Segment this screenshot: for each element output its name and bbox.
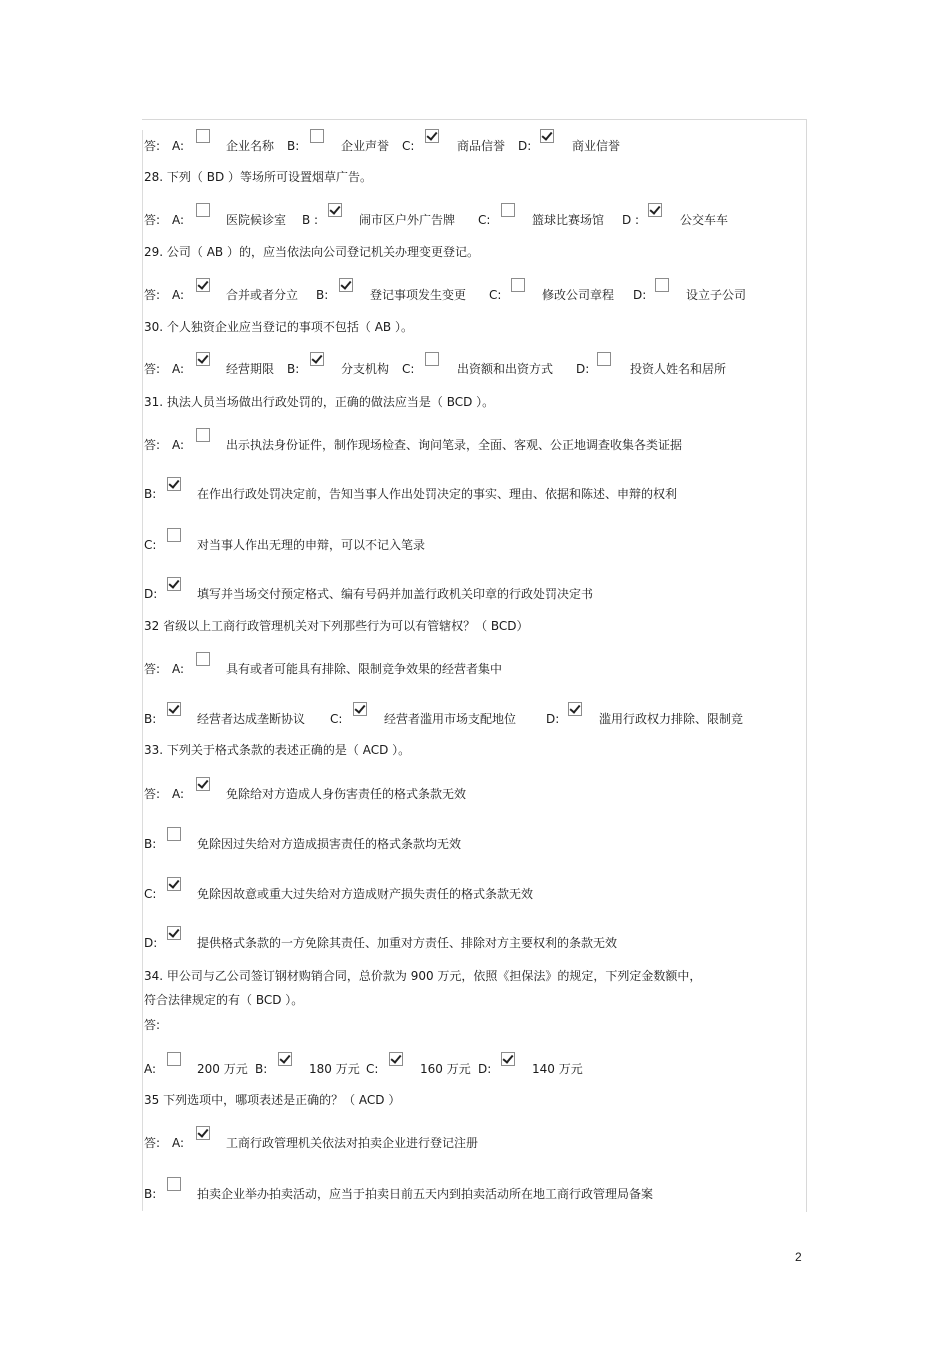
checkbox-checked[interactable] xyxy=(540,129,554,143)
line-text: 180 万元 xyxy=(309,1062,360,1076)
line-text: 填写并当场交付预定格式、编有号码并加盖行政机关印章的行政处罚决定书 xyxy=(197,587,594,601)
line-text: 经营者滥用市场支配地位 xyxy=(384,712,517,726)
line-text: B: xyxy=(316,288,329,302)
line-text: A: xyxy=(172,1136,185,1150)
line-text: A: xyxy=(144,1062,157,1076)
line-text: C: xyxy=(402,139,415,153)
line-text: 答: xyxy=(144,438,161,452)
checkbox-checked[interactable] xyxy=(353,702,367,716)
line-text: B: xyxy=(255,1062,268,1076)
line-text: 经营期限 xyxy=(226,362,275,376)
checkbox-checked[interactable] xyxy=(310,352,324,366)
line-text: A: xyxy=(172,662,185,676)
line-text: 28. 下列（ BD ）等场所可设置烟草广告。 xyxy=(144,170,373,184)
line-text: 出示执法身份证件，制作现场检查、询问笔录，全面、客观、公正地调查收集各类证据 xyxy=(226,438,683,452)
checkbox-checked[interactable] xyxy=(339,278,353,292)
line-text: 企业名称 xyxy=(226,139,275,153)
checkbox-unchecked[interactable] xyxy=(511,278,525,292)
line-text: D: xyxy=(144,587,158,601)
line-text: B : xyxy=(302,213,319,227)
line-text: 投资人姓名和居所 xyxy=(630,362,727,376)
line-text: 答: xyxy=(144,213,161,227)
checkbox-checked[interactable] xyxy=(167,702,181,716)
checkbox-unchecked[interactable] xyxy=(425,352,439,366)
line-text: 分支机构 xyxy=(341,362,390,376)
line-text: A: xyxy=(172,213,185,227)
line-text: 出资额和出资方式 xyxy=(457,362,554,376)
checkbox-checked[interactable] xyxy=(167,477,181,491)
line-text: 29. 公司（ AB ）的，应当依法向公司登记机关办理变更登记。 xyxy=(144,245,479,259)
line-text: A: xyxy=(172,139,185,153)
line-text: 登记事项发生变更 xyxy=(370,288,467,302)
line-text: 在作出行政处罚决定前，告知当事人作出处罚决定的事实、理由、依据和陈述、申辩的权利 xyxy=(197,487,678,501)
line-text: 答: xyxy=(144,1136,161,1150)
checkbox-unchecked[interactable] xyxy=(196,652,210,666)
checkbox-unchecked[interactable] xyxy=(597,352,611,366)
line-text: 32 省级以上工商行政管理机关对下列那些行为可以有管辖权？（ BCD） xyxy=(144,619,529,633)
page-number: 2 xyxy=(795,1250,802,1264)
line-text: 31. 执法人员当场做出行政处罚的，正确的做法应当是（ BCD ）。 xyxy=(144,395,495,409)
checkbox-checked[interactable] xyxy=(167,577,181,591)
checkbox-unchecked[interactable] xyxy=(196,203,210,217)
line-text: 符合法律规定的有（ BCD ）。 xyxy=(144,993,304,1007)
checkbox-unchecked[interactable] xyxy=(501,203,515,217)
line-text: 闹市区户外广告牌 xyxy=(359,213,456,227)
line-text: 34. 甲公司与乙公司签订钢材购销合同，总价款为 900 万元，依照《担保法》的规定，下列定金数额中， xyxy=(144,969,702,983)
checkbox-unchecked[interactable] xyxy=(167,1052,181,1066)
checkbox-checked[interactable] xyxy=(648,203,662,217)
line-text: A: xyxy=(172,288,185,302)
checkbox-checked[interactable] xyxy=(196,278,210,292)
checkbox-unchecked[interactable] xyxy=(655,278,669,292)
line-text: B: xyxy=(144,1187,157,1201)
line-text: 35 下列选项中，哪项表述是正确的？（ ACD ） xyxy=(144,1093,401,1107)
line-text: B: xyxy=(144,712,157,726)
line-text: C: xyxy=(144,887,157,901)
checkbox-unchecked[interactable] xyxy=(196,129,210,143)
line-text: 答: xyxy=(144,1018,161,1032)
line-text: 答: xyxy=(144,288,161,302)
line-text: C: xyxy=(402,362,415,376)
line-text: D : xyxy=(622,213,640,227)
line-text: 33. 下列关于格式条款的表述正确的是（ ACD ）。 xyxy=(144,743,411,757)
line-text: C: xyxy=(330,712,343,726)
line-text: C: xyxy=(489,288,502,302)
line-text: 商业信誉 xyxy=(572,139,621,153)
line-text: 免除因过失给对方造成损害责任的格式条款均无效 xyxy=(197,837,462,851)
line-text: 答: xyxy=(144,139,161,153)
line-text: D: xyxy=(576,362,590,376)
checkbox-checked[interactable] xyxy=(278,1052,292,1066)
checkbox-checked[interactable] xyxy=(328,203,342,217)
line-text: 医院候诊室 xyxy=(226,213,287,227)
checkbox-unchecked[interactable] xyxy=(167,528,181,542)
line-text: 商品信誉 xyxy=(457,139,506,153)
line-text: B: xyxy=(287,362,300,376)
line-text: D: xyxy=(518,139,532,153)
line-text: A: xyxy=(172,787,185,801)
line-text: 滥用行政权力排除、限制竞 xyxy=(599,712,744,726)
checkbox-unchecked[interactable] xyxy=(310,129,324,143)
line-text: 工商行政管理机关依法对拍卖企业进行登记注册 xyxy=(226,1136,479,1150)
line-text: A: xyxy=(172,362,185,376)
line-text: B: xyxy=(287,139,300,153)
line-text: C: xyxy=(366,1062,379,1076)
checkbox-checked[interactable] xyxy=(167,926,181,940)
checkbox-checked[interactable] xyxy=(389,1052,403,1066)
line-text: 答: xyxy=(144,362,161,376)
checkbox-unchecked[interactable] xyxy=(167,1177,181,1191)
line-text: B: xyxy=(144,837,157,851)
checkbox-checked[interactable] xyxy=(167,877,181,891)
line-text: 经营者达成垄断协议 xyxy=(197,712,306,726)
line-text: 30. 个人独资企业应当登记的事项不包括（ AB ）。 xyxy=(144,320,413,334)
line-text: B: xyxy=(144,487,157,501)
line-text: 免除因故意或重大过失给对方造成财产损失责任的格式条款无效 xyxy=(197,887,534,901)
line-text: D: xyxy=(478,1062,492,1076)
line-text: 提供格式条款的一方免除其责任、加重对方责任、排除对方主要权利的条款无效 xyxy=(197,936,618,950)
line-text: 公交车车 xyxy=(680,213,729,227)
checkbox-checked[interactable] xyxy=(568,702,582,716)
line-text: 篮球比赛场馆 xyxy=(532,213,605,227)
checkbox-checked[interactable] xyxy=(425,129,439,143)
checkbox-checked[interactable] xyxy=(196,352,210,366)
line-text: 对当事人作出无理的申辩，可以不记入笔录 xyxy=(197,538,426,552)
line-text: 答: xyxy=(144,787,161,801)
line-text: 修改公司章程 xyxy=(542,288,615,302)
checkbox-unchecked[interactable] xyxy=(196,428,210,442)
line-text: D: xyxy=(546,712,560,726)
line-text: D: xyxy=(633,288,647,302)
checkbox-checked[interactable] xyxy=(501,1052,515,1066)
line-text: 160 万元 xyxy=(420,1062,471,1076)
line-text: 企业声誉 xyxy=(341,139,390,153)
checkbox-checked[interactable] xyxy=(196,777,210,791)
checkbox-unchecked[interactable] xyxy=(167,827,181,841)
line-text: 免除给对方造成人身伤害责任的格式条款无效 xyxy=(226,787,467,801)
line-text: 140 万元 xyxy=(532,1062,583,1076)
checkbox-checked[interactable] xyxy=(196,1126,210,1140)
line-text: 答: xyxy=(144,662,161,676)
line-text: D: xyxy=(144,936,158,950)
line-text: A: xyxy=(172,438,185,452)
line-text: 合并或者分立 xyxy=(226,288,299,302)
line-text: 设立子公司 xyxy=(686,288,747,302)
line-text: C: xyxy=(478,213,491,227)
line-text: 具有或者可能具有排除、限制竞争效果的经营者集中 xyxy=(226,662,503,676)
line-text: C: xyxy=(144,538,157,552)
line-text: 200 万元 xyxy=(197,1062,248,1076)
line-text: 拍卖企业举办拍卖活动，应当于拍卖日前五天内到拍卖活动所在地工商行政管理局备案 xyxy=(197,1187,654,1201)
